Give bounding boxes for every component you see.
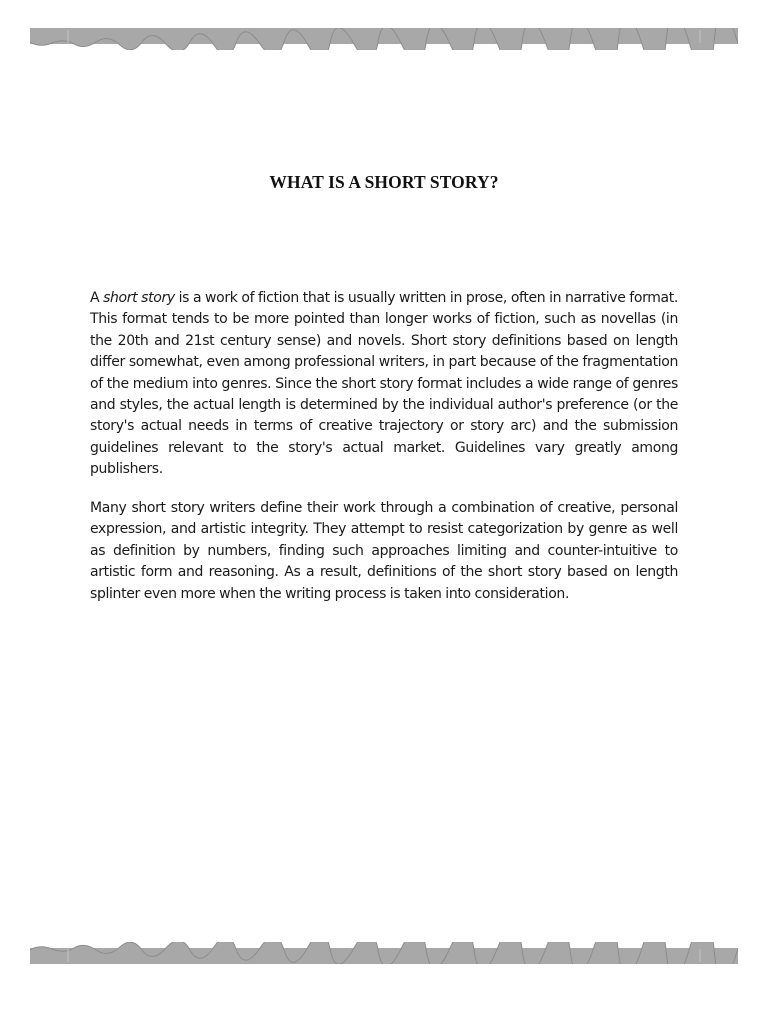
torn-edge-bottom-graphic — [30, 942, 738, 964]
paragraph-definition — [90, 288, 678, 481]
short-story-term: short story — [103, 290, 175, 306]
top-border-decoration — [30, 28, 738, 50]
paragraph-lead: A — [90, 290, 104, 306]
torn-edge-top-graphic — [30, 28, 738, 50]
page-title: WHAT IS A SHORT STORY? — [269, 172, 499, 192]
paragraph-definition-text: is a work of fiction that is usually written in prose, often in narrative format. This format tends to be more pointed than longer works of fiction, such as novellas (in the 20th and 21st century sense) and novels. Short story definitions based on length differ somewhat, even among professional writers, in part because of the fragmentation of the medium into genres. Since the short story format includes a wide range of genres and styles, the actual length is determined by the individual author's preference (or the story's actual needs in terms of creative trajectory or story arc) and the submission guidelines relevant to the story's actual market. Guidelines vary greatly among publishers. — [90, 290, 679, 478]
bottom-border-decoration — [30, 942, 738, 964]
paragraph-writers: Many short story writers define their work through a combination of creative, personal expression, and artistic integrity. They attempt to resist categorization by genre as well as definition by numbers, finding such approaches limiting and counter-intuitive to artistic form and reasoning. As a result, definitions of the short story based on length splinter even more when the writing process is taken into consideration. — [90, 500, 678, 602]
